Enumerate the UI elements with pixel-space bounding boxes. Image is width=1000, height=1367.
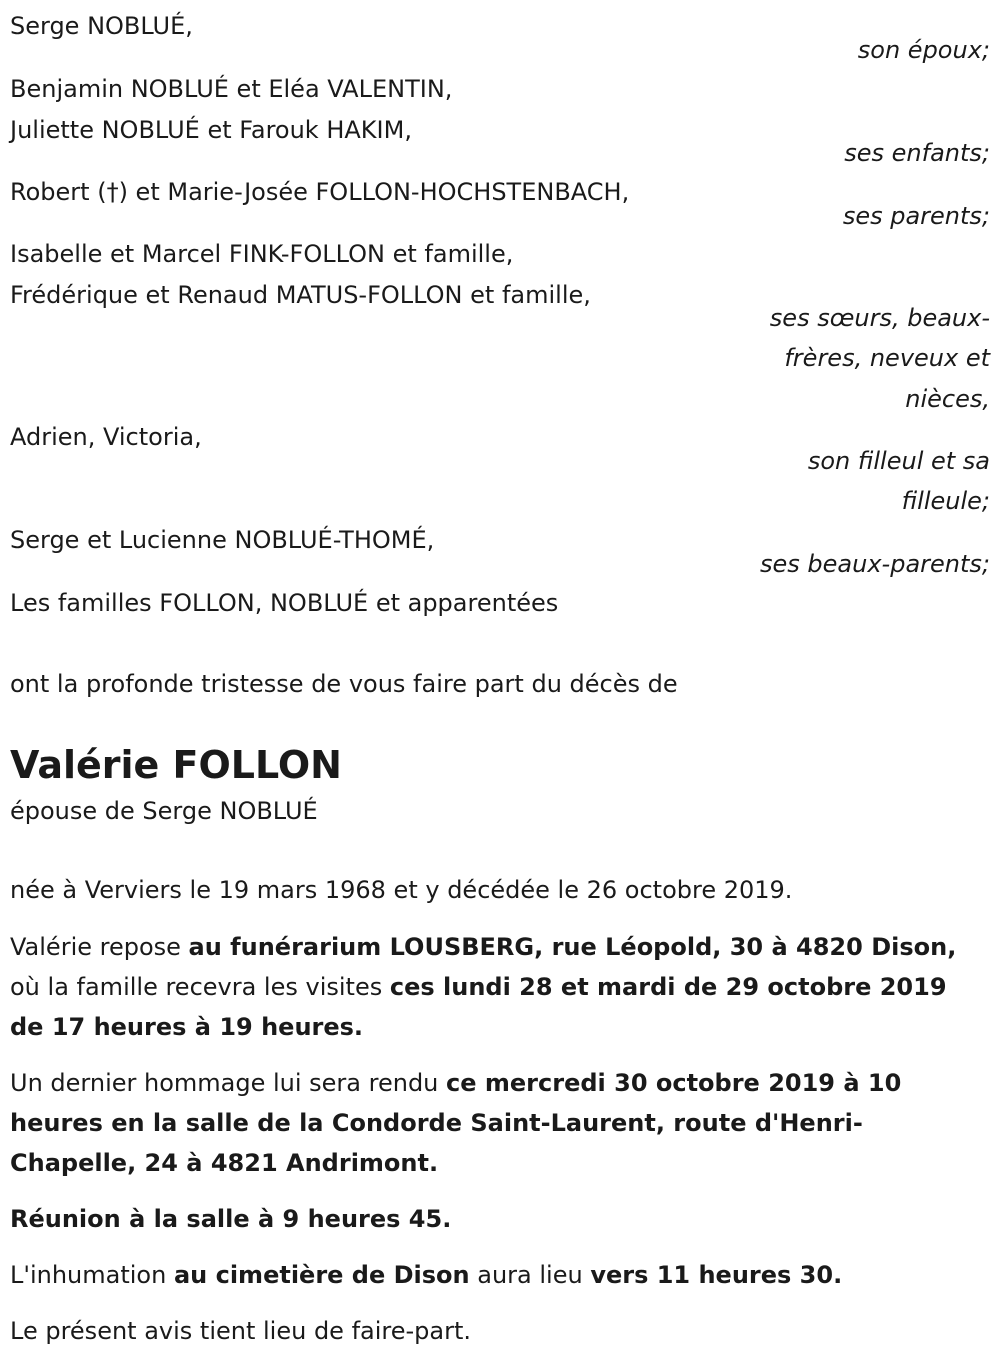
- tribute-line-2: [10, 1111, 863, 1135]
- family-line-children-1: Benjamin NOBLUÉ et Eléa VALENTIN,: [10, 75, 453, 103]
- tribute-line-1-bold: ce mercredi 30 octobre 2019 à 10: [446, 1069, 902, 1097]
- family-line-spouse: Serge NOBLUÉ,: [10, 12, 193, 40]
- birth-death-text: née à Verviers le 19 mars 1968 et y décédée le 26 octobre 2019.: [10, 876, 793, 904]
- parents-text-a: Robert (: [10, 178, 107, 206]
- family-line-parents: [10, 180, 629, 204]
- relation-children: ses enfants;: [844, 139, 990, 167]
- relation-siblings-2: frères, neveux et: [784, 344, 990, 372]
- rest-line-1-bold: au funérarium LOUSBERG, rue Léopold, 30 à 4820 Dison,: [188, 933, 957, 961]
- rest-line-3-bold: de 17 heures à 19 heures.: [10, 1013, 364, 1041]
- rest-line-2: [10, 975, 947, 999]
- announcement-text: ont la profonde tristesse de vous faire part du décès de: [10, 670, 678, 698]
- tribute-line-3: [10, 1151, 438, 1175]
- family-line-godchildren: Adrien, Victoria,: [10, 423, 202, 451]
- relation-siblings-3: nièces,: [905, 385, 990, 413]
- rest-line-1-plain: Valérie repose: [10, 933, 189, 961]
- relation-godchildren-1: son filleul et sa: [807, 447, 990, 475]
- rest-line-3: [10, 1015, 363, 1039]
- meeting-line-bold: Réunion à la salle à 9 heures 45.: [10, 1205, 452, 1233]
- relation-spouse: son époux;: [857, 36, 990, 64]
- deceased-name: Valérie FOLLON: [10, 743, 342, 787]
- family-line-children-2: Juliette NOBLUÉ et Farouk HAKIM,: [10, 116, 412, 144]
- burial-plain-2: aura lieu: [469, 1261, 591, 1289]
- burial-line: [10, 1263, 842, 1287]
- rest-line-2-bold: ces lundi 28 et mardi de 29 octobre 2019: [389, 973, 947, 1001]
- family-line-in-laws: Serge et Lucienne NOBLUÉ-THOMÉ,: [10, 526, 435, 554]
- burial-plain-1: L'inhumation: [10, 1261, 174, 1289]
- tribute-line-3-bold: Chapelle, 24 à 4821 Andrimont.: [10, 1149, 439, 1177]
- relation-in-laws: ses beaux-parents;: [760, 550, 990, 578]
- deceased-cross-icon: †: [106, 178, 119, 206]
- tribute-line-1-plain: Un dernier hommage lui sera rendu: [10, 1069, 447, 1097]
- deceased-spouse: épouse de Serge NOBLUÉ: [10, 797, 318, 825]
- parents-text-b: ) et Marie-Josée FOLLON-HOCHSTENBACH,: [118, 178, 630, 206]
- rest-line-2-plain: où la famille recevra les visites: [10, 973, 390, 1001]
- tribute-line-2-bold: heures en la salle de la Condorde Saint-Laurent, route d'Henri-: [10, 1109, 863, 1137]
- notice-line: Le présent avis tient lieu de faire-part.: [10, 1317, 472, 1345]
- tribute-line-1: [10, 1071, 901, 1095]
- family-line-families: Les familles FOLLON, NOBLUÉ et apparentées: [10, 589, 559, 617]
- family-line-siblings-2: Frédérique et Renaud MATUS-FOLLON et famille,: [10, 281, 591, 309]
- relation-siblings-1: ses sœurs, beaux-: [769, 304, 990, 332]
- relation-godchildren-2: filleule;: [901, 487, 990, 515]
- family-line-siblings-1: Isabelle et Marcel FINK-FOLLON et famille,: [10, 240, 514, 268]
- burial-bold-1: au cimetière de Dison: [173, 1261, 470, 1289]
- burial-bold-2: vers 11 heures 30.: [590, 1261, 843, 1289]
- meeting-line: [10, 1207, 451, 1231]
- rest-line-1: [10, 935, 956, 959]
- relation-parents: ses parents;: [842, 202, 990, 230]
